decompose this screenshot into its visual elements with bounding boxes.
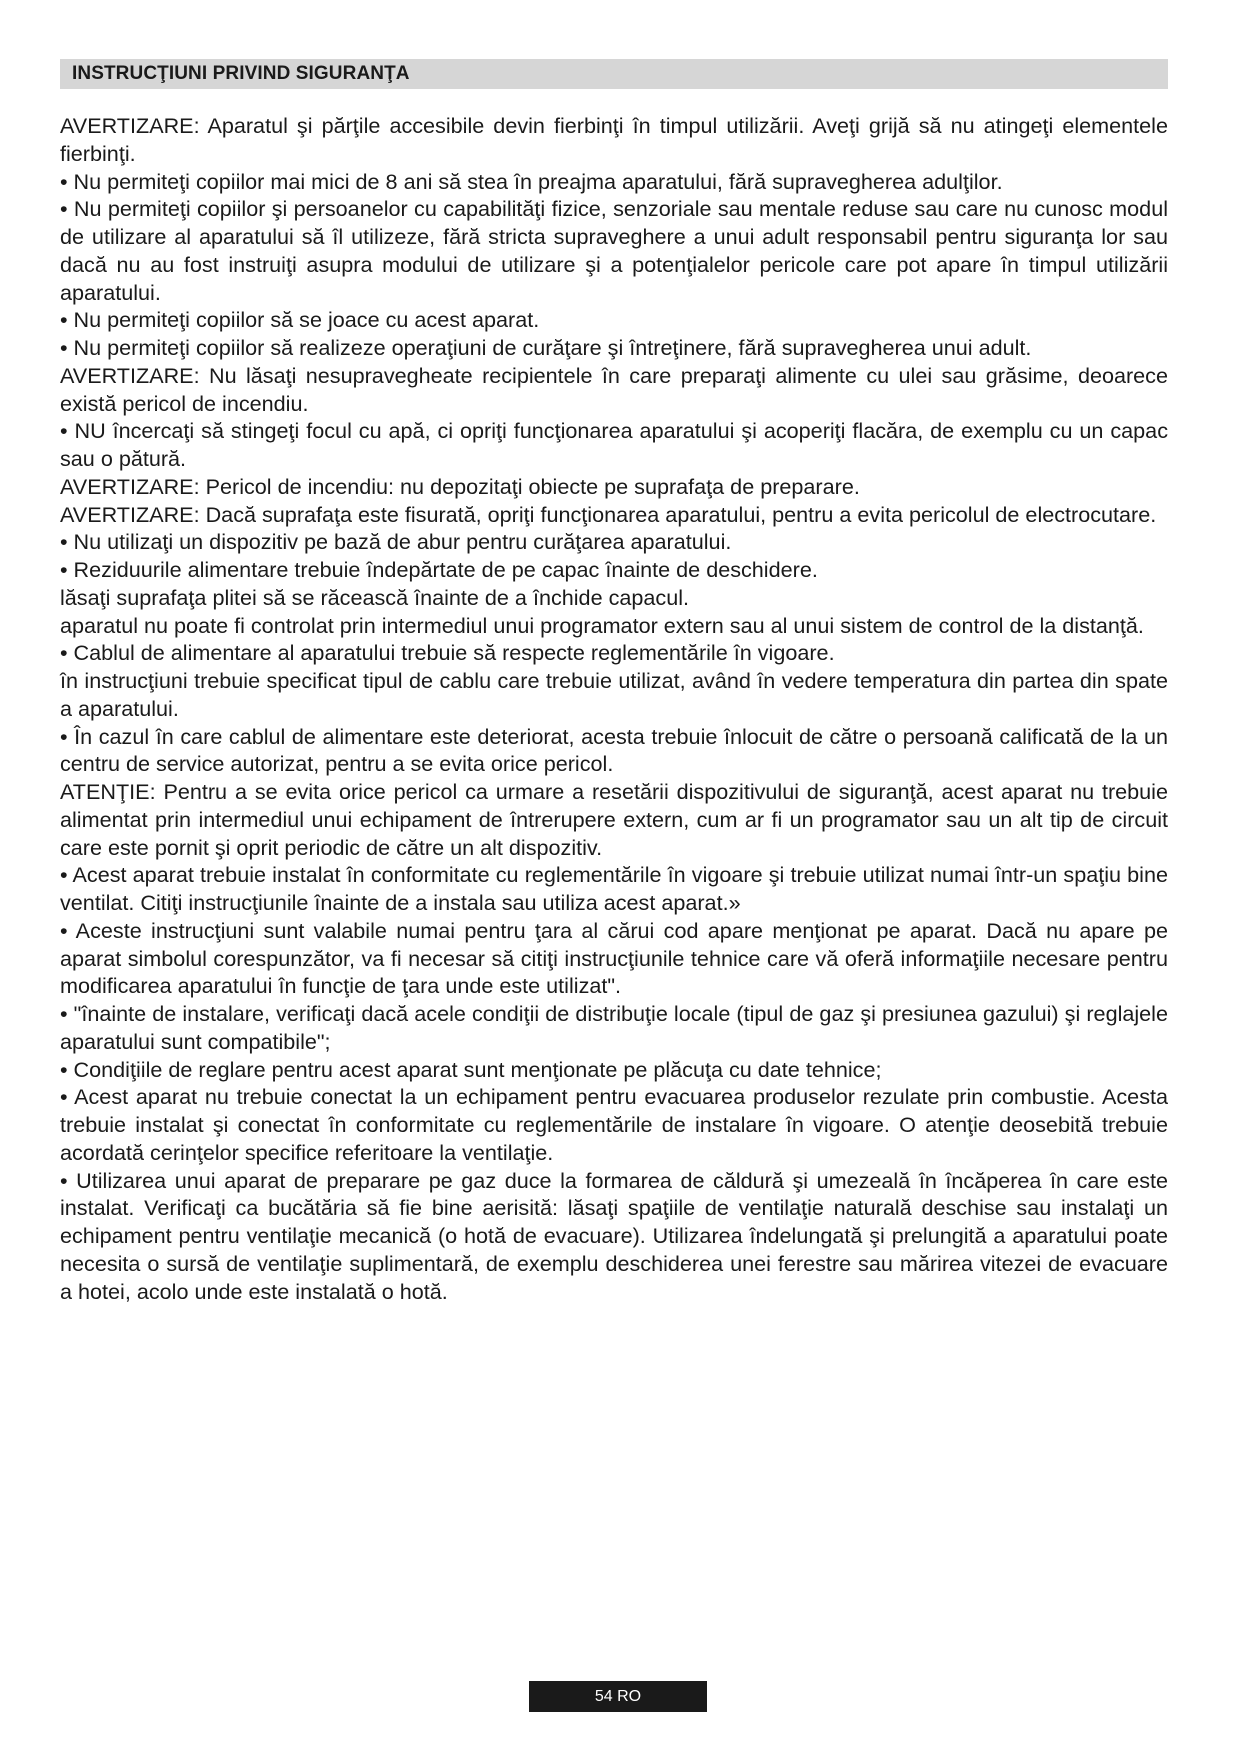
paragraph: AVERTIZARE: Dacă suprafaţa este fisurată, opriţi funcţionarea aparatului, pentru a evita pericolul de electrocutare. <box>60 501 1157 527</box>
paragraph: • "înainte de instalare, verificaţi dacă acele condiţii de distribuţie locale (tipul de gaz şi presiunea gazului) şi reglajele aparatului sunt compatibile"; <box>60 1001 1168 1054</box>
paragraph: • Nu permiteţi copiilor să se joace cu acest aparat. <box>60 307 540 333</box>
paragraph: • Utilizarea unui aparat de preparare pe gaz duce la formarea de căldură şi umezeală în încăperea în care este instalat. Verificaţi ca bucătăria să fie bine aerisită: lăsaţi spaţiile de ventilaţie naturală deschise sau instalaţi un echipament pentru ventilaţie mecanică (o hotă de evacuare). Utilizarea îndelungată şi prelungită a aparatului poate necesita o sursă de ventilaţie suplimentară, de exemplu deschiderea unei ferestre sau mărirea vitezei de evacuare a hotei, acolo unde este instalată o hotă. <box>60 1167 1168 1304</box>
paragraph: aparatul nu poate fi controlat prin intermediul unui programator extern sau al unui sistem de control de la distanţă. <box>60 612 1144 638</box>
document-body <box>60 112 1168 1305</box>
paragraph: • Nu permiteţi copiilor mai mici de 8 ani să stea în preajma aparatului, fără supravegherea adulţilor. <box>60 168 1003 194</box>
paragraph: • Nu permiteţi copiilor să realizeze operaţiuni de curăţare şi întreţinere, fără supravegherea unui adult. <box>60 335 1032 360</box>
paragraph: AVERTIZARE: Pericol de incendiu: nu depozitaţi obiecte pe suprafaţa de preparare. <box>60 473 860 499</box>
paragraph: • Nu utilizaţi un dispozitiv pe bază de abur pentru curăţarea aparatului. <box>60 529 732 555</box>
paragraph: • În cazul în care cablul de alimentare este deteriorat, acesta trebuie înlocuit de către o persoană calificată de la un centru de service autorizat, pentru a se evita orice pericol. <box>60 723 1168 777</box>
paragraph: AVERTIZARE: Nu lăsaţi nesupravegheate recipientele în care preparaţi alimente cu ulei sau grăsime, deoarece există pericol de incendiu. <box>60 362 1168 416</box>
paragraph: • Acest aparat nu trebuie conectat la un echipament pentru evacuarea produselor rezulate prin combustie. Acesta trebuie instalat şi conectat în conformitate cu reglementările de instalare în vigoare. O atenţie deosebită trebuie acordată cerinţelor specifice referitoare la ventilaţie. <box>60 1084 1168 1165</box>
paragraph: • Nu permiteţi copiilor şi persoanelor cu capabilităţi fizice, senzoriale sau mentale reduse sau care nu cunosc modul de utilizare al aparatului să îl utilizeze, fără stricta supraveghere a unui adult responsabil pentru siguranţa lor sau dacă nu au fost instruiţi asupra modului de utilizare şi a potenţialelor pericole care pot apare în timpul utilizării aparatului. <box>60 196 1168 305</box>
paragraph: • Condiţiile de reglare pentru acest aparat sunt menţionate pe plăcuţa cu date tehnice; <box>60 1056 882 1082</box>
paragraph: • Aceste instrucţiuni sunt valabile numai pentru ţara al cărui cod apare menţionat pe aparat. Dacă nu apare pe aparat simbolul corespunzător, va fi necesar să citiţi instrucţiunile tehnice care vă oferă informaţiile necesare pentru modificarea aparatului în funcţie de ţara unde este utilizat". <box>60 917 1168 999</box>
paragraph: • NU încercaţi să stingeţi focul cu apă, ci opriţi funcţionarea aparatului şi acoperiţi flacăra, de exemplu cu un capac sau o pătură. <box>60 418 1168 471</box>
paragraph: • Acest aparat trebuie instalat în conformitate cu reglementările în vigoare şi trebuie utilizat numai într-un spaţiu bine ventilat. Citiţi instrucţiunile înainte de a instala sau utiliza acest aparat.» <box>60 862 1168 915</box>
paragraph: AVERTIZARE: Aparatul şi părţile accesibile devin fierbinţi în timpul utilizării. Aveţi grijă să nu atingeţi elementele fierbinţi. <box>60 113 1168 166</box>
paragraph: ATENŢIE: Pentru a se evita orice pericol ca urmare a resetării dispozitivului de siguranţă, acest aparat nu trebuie alimentat prin intermediul unui echipament de întrerupere extern, cum ar fi un programator sau un alt tip de circuit care este pornit şi oprit periodic de către un alt dispozitiv. <box>60 779 1168 860</box>
paragraph: lăsaţi suprafaţa plitei să se răcească înainte de a închide capacul. <box>60 584 690 610</box>
paragraph: • Cablul de alimentare al aparatului trebuie să respecte reglementările în vigoare. <box>60 640 835 666</box>
paragraph: în instrucţiuni trebuie specificat tipul de cablu care trebuie utilizat, având în vedere temperatura din partea din spate a aparatului. <box>60 668 1168 721</box>
page-number: 54 RO <box>529 1681 707 1712</box>
section-title: INSTRUCŢIUNI PRIVIND SIGURANŢA <box>60 59 1168 89</box>
paragraph: • Reziduurile alimentare trebuie îndepărtate de pe capac înainte de deschidere. <box>60 557 818 582</box>
